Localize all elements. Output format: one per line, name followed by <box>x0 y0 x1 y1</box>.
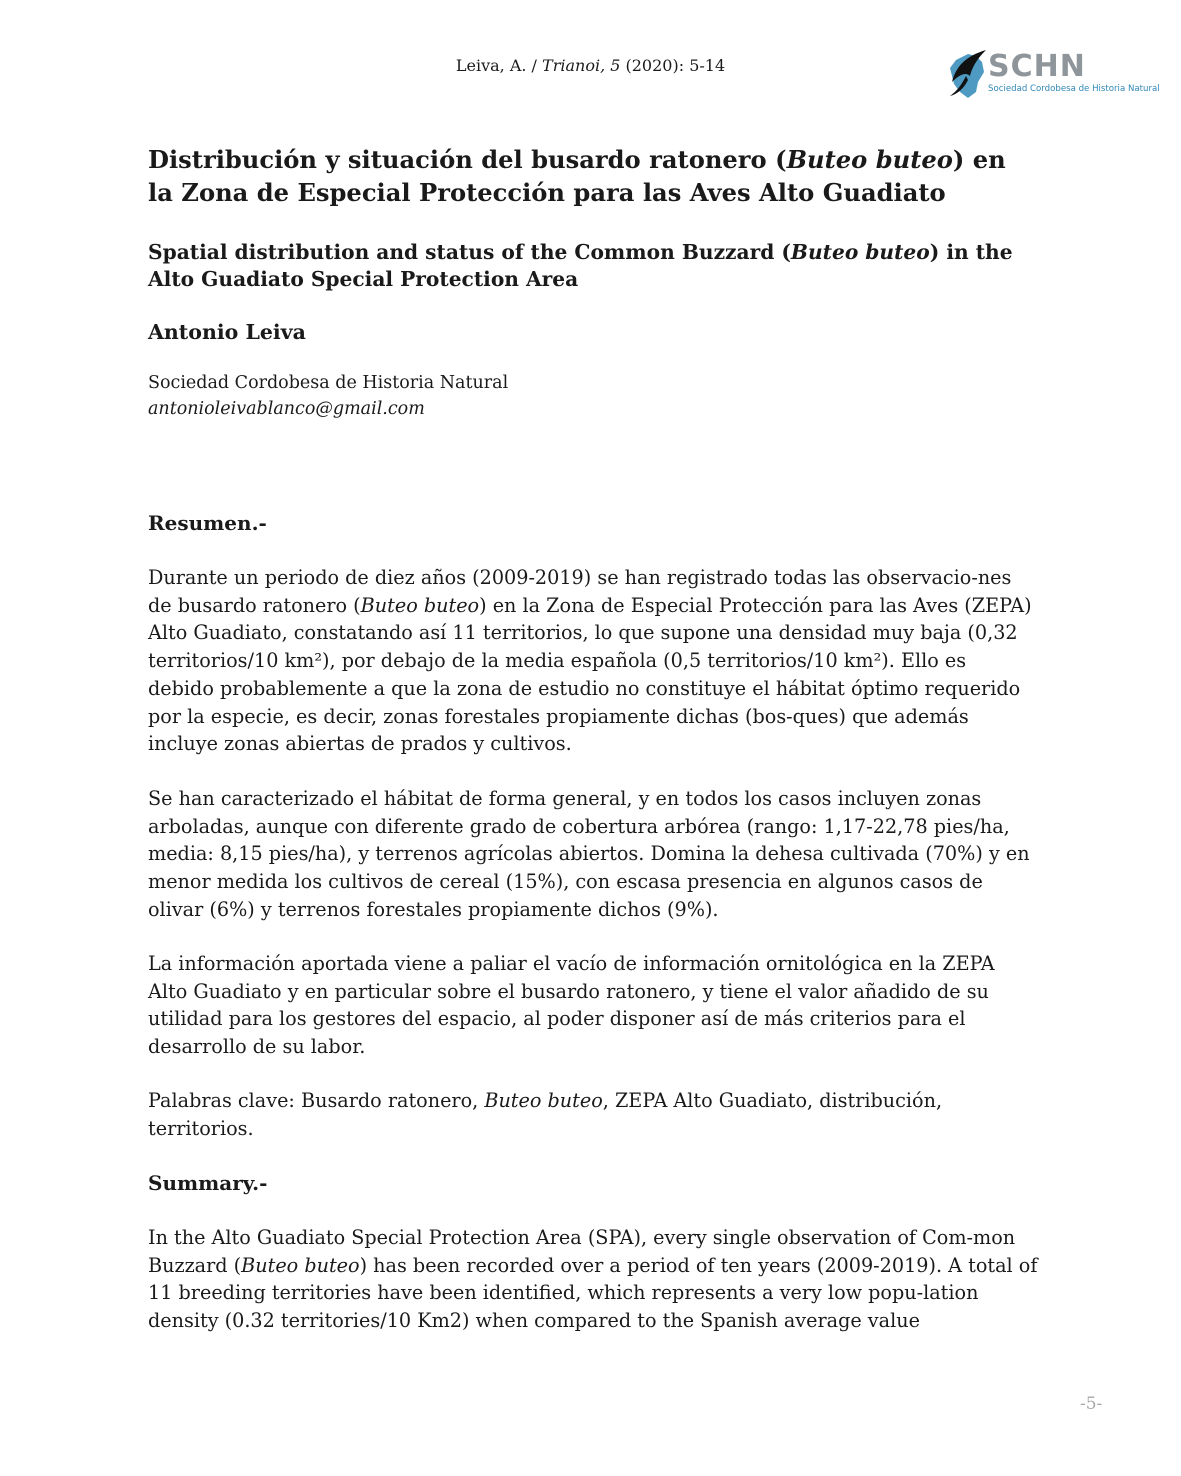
header-journal: Trianoi, 5 <box>542 56 621 75</box>
resumen-paragraph-3: La información aportada viene a paliar el vacío de información ornitológica en la ZEPA Alto Guadiato y en particular sobre el busardo ratonero, y tiene el valor añadido de su utilidad para los gestores del espacio, al poder disponer así de más criterios para el desarrollo de su labor. <box>148 952 995 1059</box>
keywords: Palabras clave: Busardo ratonero, Buteo buteo, ZEPA Alto Guadiato, distribución, territorios. <box>148 1089 943 1140</box>
bird-logo-icon <box>946 46 990 100</box>
author-name: Antonio Leiva <box>148 320 306 344</box>
title-english: Spatial distribution and status of the Common Buzzard (Buteo buteo) in the Alto Guadiato Special Protection Area <box>148 240 1013 291</box>
resumen-paragraph-2: Se han caracterizado el hábitat de forma general, y en todos los casos incluyen zonas arboladas, aunque con diferente grado de cobertura arbórea (rango: 1,17-22,78 pies/ha, media: 8,15 pies/ha), y terrenos agrícolas abiertos. Domina la dehesa cultivada (70%) y en menor medida los cultivos de cereal (15%), con escasa presencia en algunos casos de olivar (6%) y terrenos forestales propiamente dichos (9%). <box>148 787 1030 921</box>
logo-subtitle: Sociedad Cordobesa de Historia Natural <box>988 84 1160 94</box>
summary-paragraph-1: In the Alto Guadiato Special Protection Area (SPA), every single observation of Com-mon Buzzard (Buteo buteo) has been recorded over a period of ten years (2009-2019). A total of 11 breeding territories have been identified, which represents a very low popu-lation density (0.32 territories/10 Km2) when compared to the Spanish average value <box>148 1226 1038 1333</box>
resumen-heading: Resumen.- <box>148 511 267 535</box>
institution: Sociedad Cordobesa de Historia Natural <box>148 373 509 393</box>
page-number: -5- <box>1080 1394 1103 1414</box>
author-email: antonioleivablanco@gmail.com <box>148 399 425 419</box>
affiliation <box>148 370 1038 422</box>
schn-logo <box>946 46 1160 100</box>
header-author: Leiva, A. / <box>455 56 543 75</box>
header-year-pages: (2020): 5-14 <box>620 56 726 75</box>
logo-text: SCHN <box>988 49 1086 84</box>
resumen-paragraph-1: Durante un periodo de diez años (2009-2019) se han registrado todas las observacio-nes de busardo ratonero (Buteo buteo) en la Zona de Especial Protección para las Aves (ZEPA) Alto Guadiato, constatando así 11 territorios, lo que supone una densidad muy baja (0,32 territorios/10 km²), por debajo de la media española (0,5 territorios/10 km²). Ello es debido probablemente a que la zona de estudio no constituye el hábitat óptimo requerido por la especie, es decir, zonas forestales propiamente dichas (bos-ques) que además incluye zonas abiertas de prados y cultivos. <box>148 566 1032 756</box>
title-spanish: Distribución y situación del busardo ratonero (Buteo buteo) en la Zona de Especial Protección para las Aves Alto Guadiato <box>148 145 1006 207</box>
summary-heading: Summary.- <box>148 1171 268 1195</box>
